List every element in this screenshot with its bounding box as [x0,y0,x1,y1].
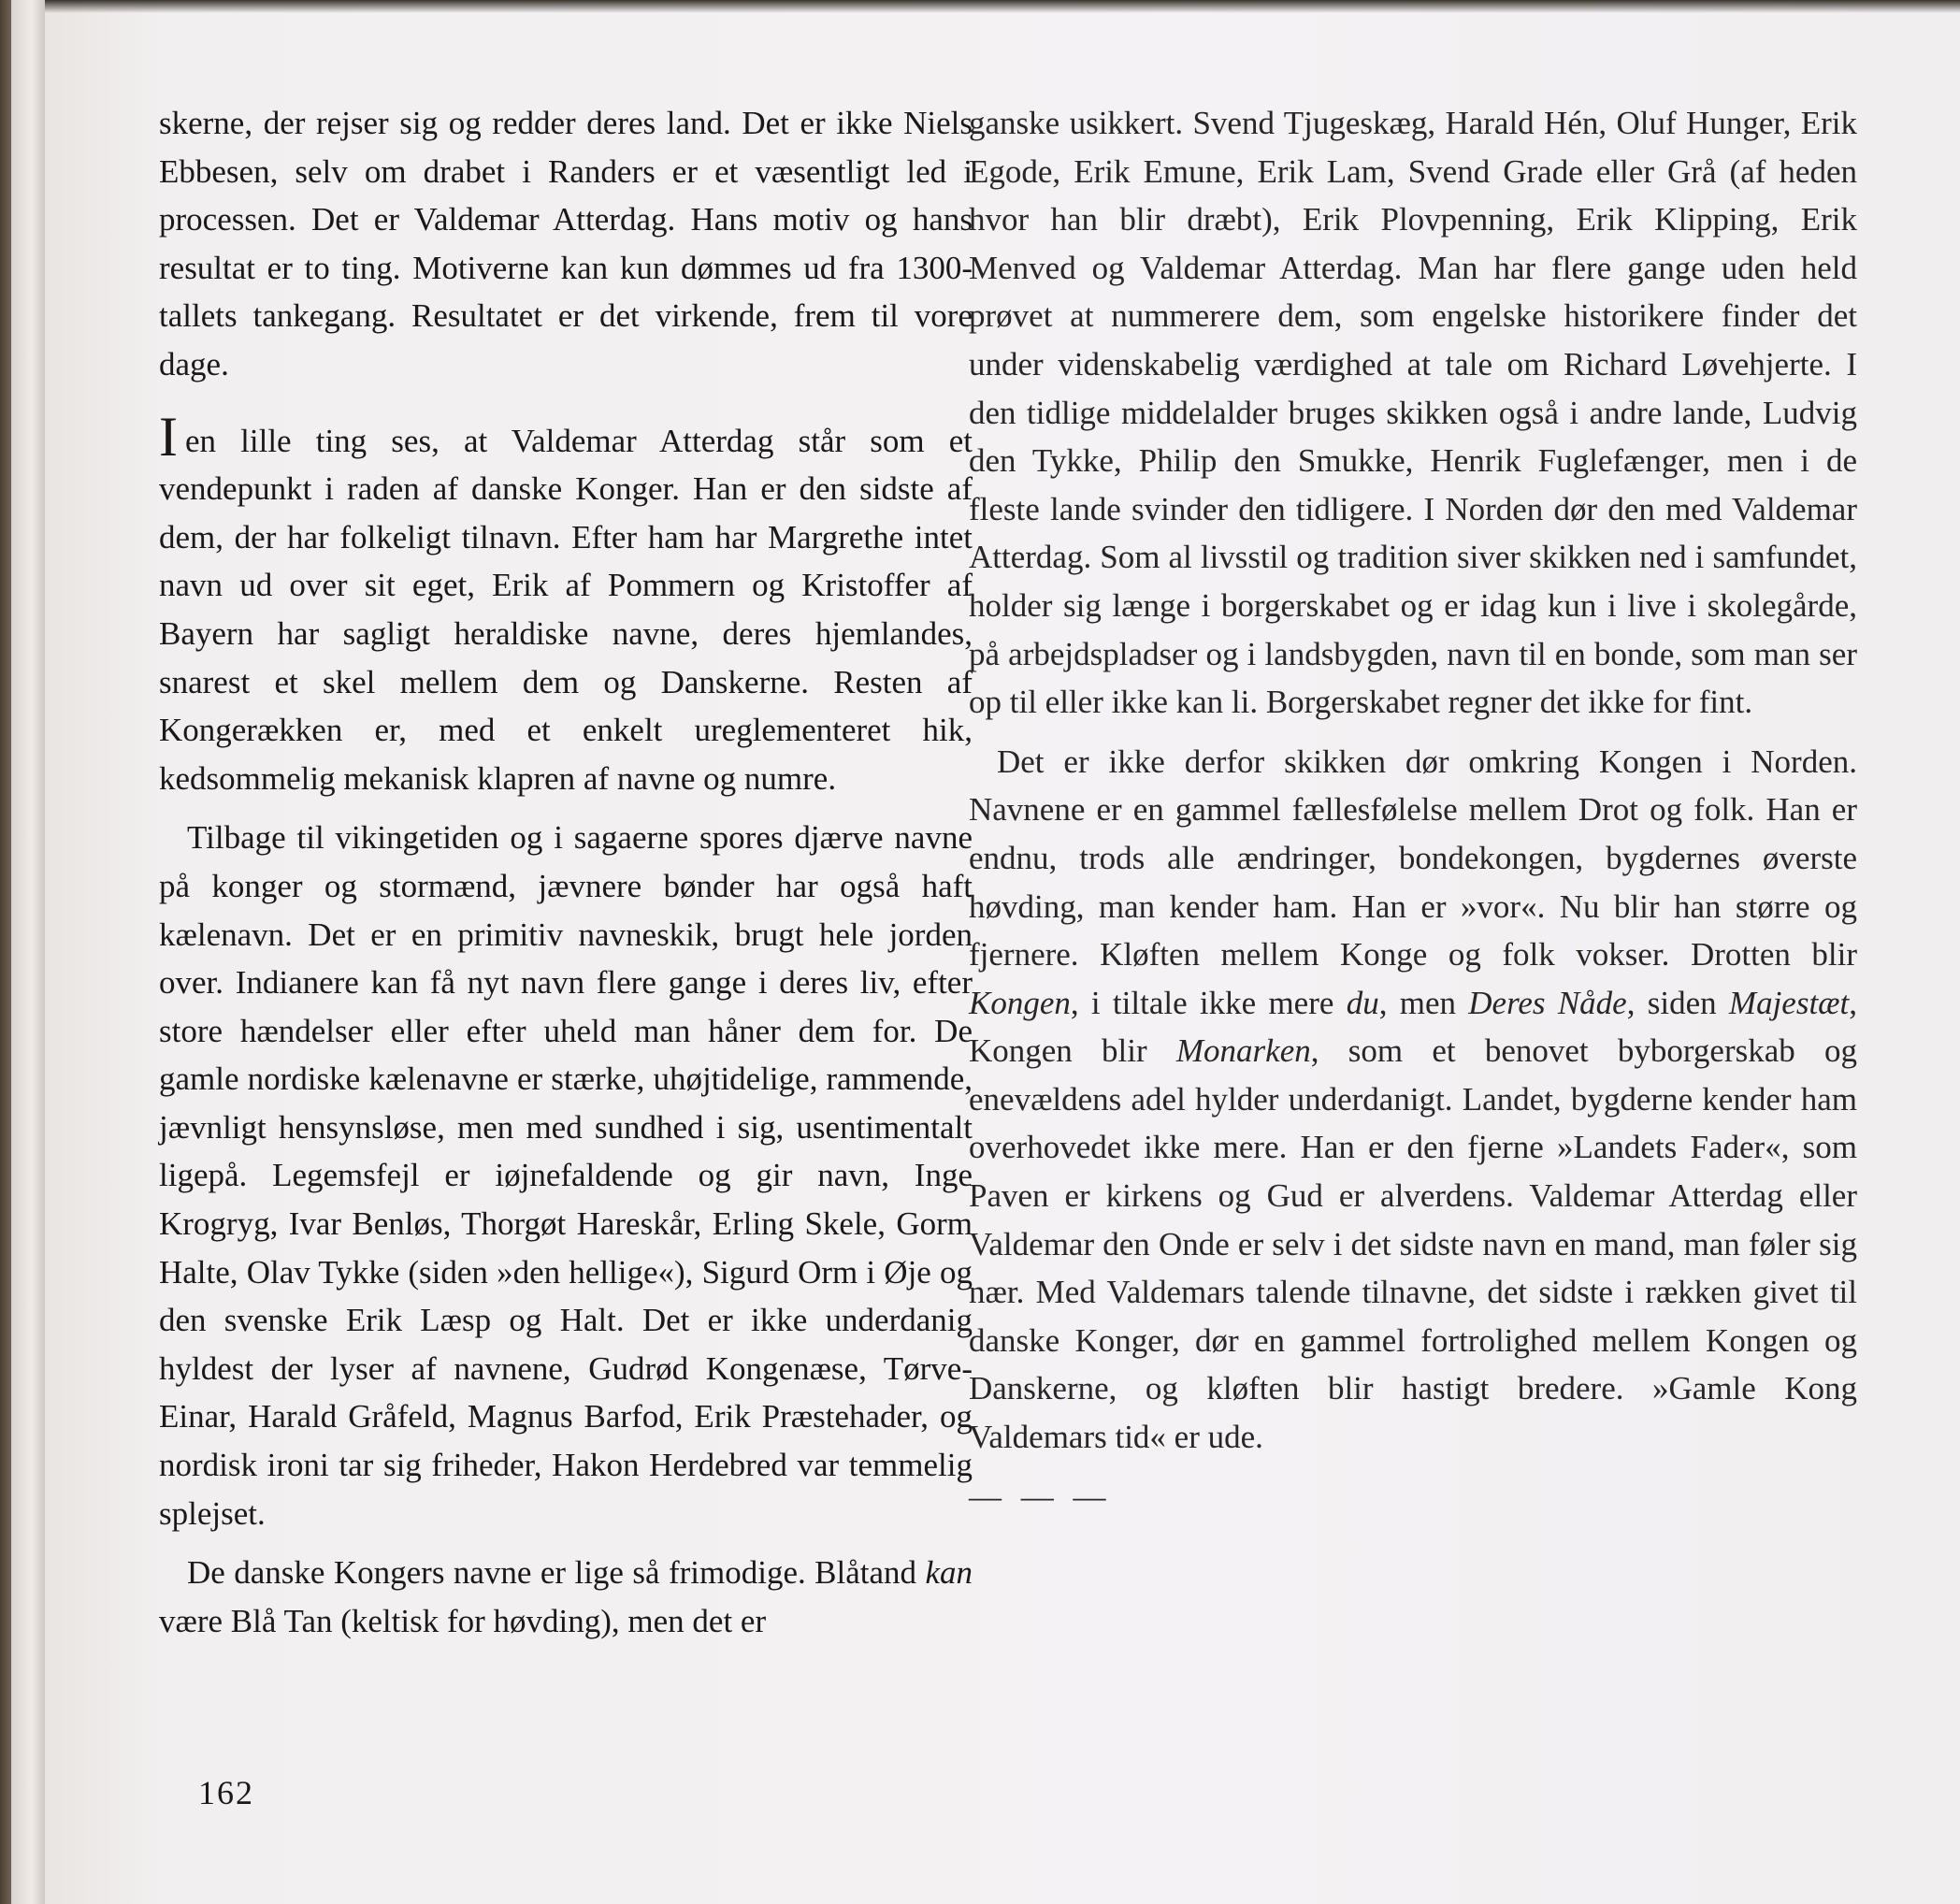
paragraph-dropcap [159,405,973,803]
right-column [969,99,1857,1521]
paragraph-text: Det er ikke derfor skikken dør omkring Kongen i Norden. Navnene er en gammel fællesfølelse mellem Drot og folk. Han er endnu, trods alle ændringer, bondekongen, bygdernes øverste høvding, man kender ham. Han er »vor«. Nu blir han større og fjernere. Kløften mellem Konge og folk vokser. Drotten blir [969,743,1857,974]
paragraph-text: være Blå Tan (keltisk for høvding), men det er [159,1602,767,1639]
drop-cap: I [159,405,178,468]
paragraph-text: , som et benovet byborgerskab og enevældens adel hylder underdanigt. Landet, bygderne kender ham overhovedet ikke mere. Han er den fjerne »Landets Fader«, som Paven er kirkens og Gud er alverdens. Valdemar Atterdag eller Valdemar den Onde er selv i det sidste navn en mand, man føler sig nær. Med Valdemars talende tilnavne, det sidste i rækken givet til danske Konger, dør en gammel fortrolighed mellem Kongen og Danskerne, og kløften blir hastigt bredere. »Gamle Kong Valdemars tid« er ude. [969,1032,1857,1456]
paragraph-text: De danske Kongers navne er lige så frimodige. Blåtand [187,1554,926,1592]
paragraph-text: , men [1378,984,1469,1021]
paragraph [159,1549,973,1645]
book-edge [0,0,11,1904]
italic-text: du [1346,984,1379,1021]
italic-text: Monarken [1175,1032,1311,1070]
page-stack-edge [11,0,45,1904]
paragraph-text: , siden [1626,984,1729,1021]
top-shadow [45,0,1960,13]
paragraph-text: , i tiltale ikke mere [1070,984,1347,1021]
paragraph-text: en lille ting ses, at Valdemar Atterdag står som et vendepunkt i raden af danske Konger. Han er den sidste af dem, der har folkeligt tilnavn. Efter ham har Margrethe intet navn ud over sit eget, Erik af Pommern og Kristoffer af Bayern har sagligt heraldiske navne, deres hjemlandes, snarest et skel mellem dem og Danskerne. Resten af Kongerækken er, med et enkelt ureglementeret hik, kedsommelig mekanisk klapren af navne og numre. [159,422,973,797]
italic-text: Majestæt [1728,984,1850,1021]
paragraph: skerne, der rejser sig og redder deres land. Det er ikke Niels Ebbesen, selv om drabet i Randers er et væsentligt led i processen. Det er Valdemar Atterdag. Hans motiv og hans resultat er to ting. Motiverne kan kun dømmes ud fra 1300-tallets tankegang. Resultatet er det virkende, frem til vore dage. [159,105,973,382]
section-break [159,389,973,417]
section-end-dashes: — — — [969,1478,1112,1515]
italic-text: kan [925,1554,973,1592]
page-number: 162 [198,1774,254,1811]
italic-text: Kongen [969,984,1071,1021]
paragraph [969,738,1857,1462]
paragraph: Tilbage til vikingetiden og i sagaerne spores djærve navne på konger og stormænd, jævnere bønder har også haft kælenavn. Det er en primitiv navneskik, brugt hele jorden over. Indianere kan få nyt navn flere gange i deres liv, efter store hændelser eller efter uheld man håner dem for. De gamle nordiske kælenavne er stærke, uhøjtidelige, rammende, jævnligt hensynsløse, men med sundhed i sig, usentimentalt ligepå. Legemsfejl er iøjnefaldende og gir navn, Inge Krogryg, Ivar Benløs, Thorgøt Hareskår, Erling Skele, Gorm Halte, Olav Tykke (siden »den hellige«), Sigurd Orm i Øje og den svenske Erik Læsp og Halt. Det er ikke underdanig hyldest der lyser af navnene, Gudrød Kongenæse, Tørve-Einar, Harald Gråfeld, Magnus Barfod, Erik Præstehader, og nordisk ironi tar sig friheder, Hakon Herdebred var temmelig splejset. [159,819,973,1532]
italic-text: Deres Nåde [1468,984,1627,1021]
paragraph: ganske usikkert. Svend Tjugeskæg, Harald Hén, Oluf Hunger, Erik Egode, Erik Emune, Erik Lam, Svend Grade eller Grå (af heden hvor han blir dræbt), Erik Plovpenning, Erik Klipping, Erik Menved og Valdemar Atterdag. Man har flere gange uden held prøvet at nummerere dem, som engelske historikere finder det under videnskabelig værdighed at tale om Richard Løvehjerte. I den tidlige middelalder bruges skikken også i andre lande, Ludvig den Tykke, Philip den Smukke, Henrik Fuglefænger, men i de fleste lande svinder den tidligere. I Norden dør den med Valdemar Atterdag. Som al livsstil og tradition siver skikken ned i samfundet, holder sig længe i borgerskabet og er idag kun i live i skolegårde, på arbejdspladser og i landsbygden, navn til en bonde, som man ser op til eller ikke kan li. Borgerskabet regner det ikke for fint. [969,105,1857,721]
left-column [159,99,973,1645]
paragraph-text: , Kongen blir [969,984,1857,1070]
